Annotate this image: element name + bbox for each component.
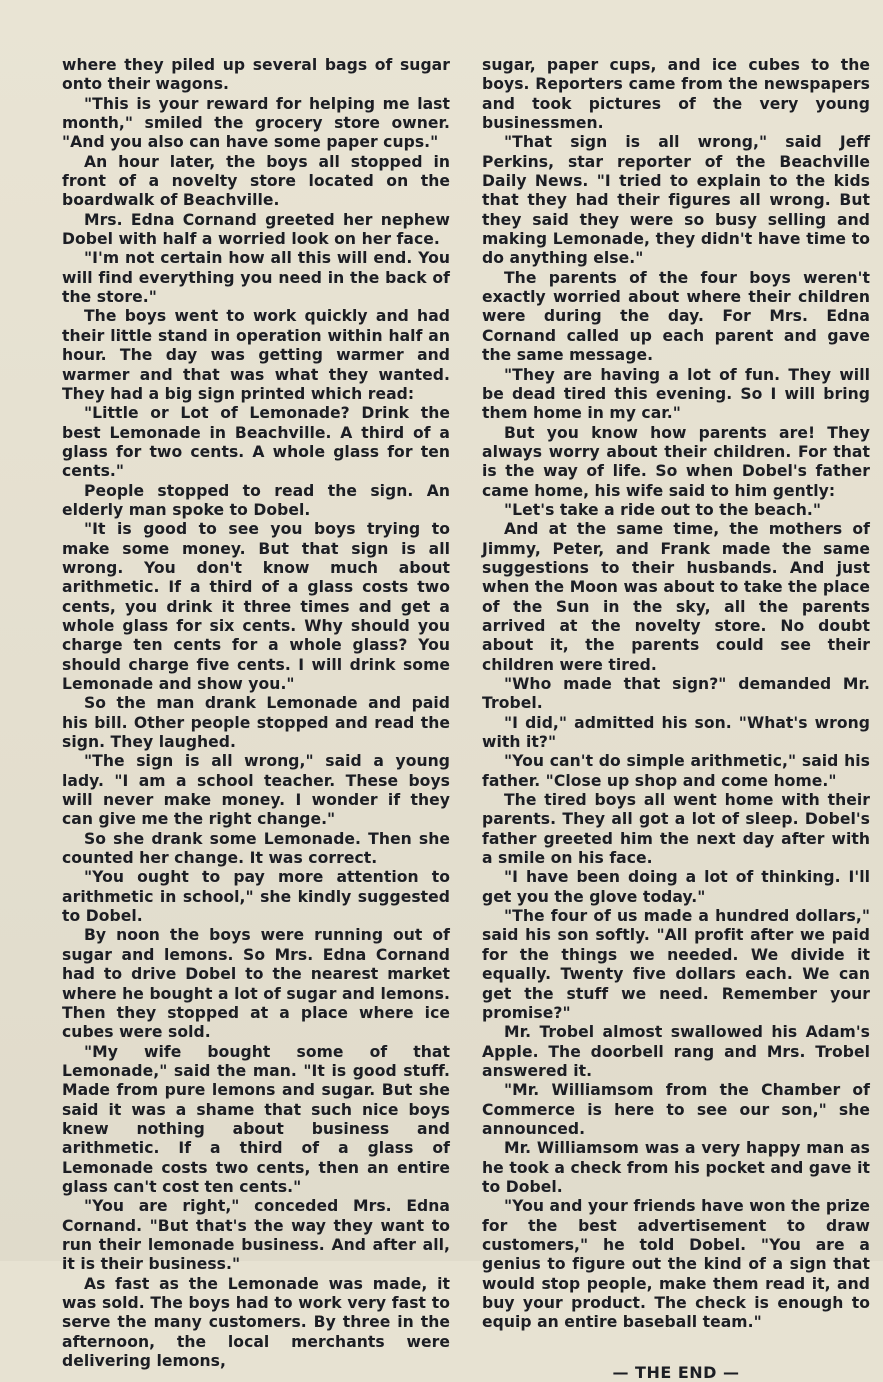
paragraph: "They are having a lot of fun. They will be dead tired this evening. So I will bring them home in my car.": [482, 365, 870, 423]
paragraph: "You and your friends have won the prize for the best advertisement to draw customers," he told Dobel. "You are a genius to figure out the kind of a sign that would stop people, make them read it, and buy your product. The check is enough to equip an entire baseball team.": [482, 1197, 870, 1332]
paragraph: An hour later, the boys all stopped in front of a novelty store located on the boardwalk of Beachville.: [62, 152, 450, 210]
paragraph: The boys went to work quickly and had their little stand in operation within half an hour. The day was getting warmer and warmer and that was what they wanted. They had a big sign printed which read:: [62, 307, 450, 403]
paragraph: And at the same time, the mothers of Jimmy, Peter, and Frank made the same suggestions to their husbands. And just when the Moon was about to take the place of the Sun in the sky, all the parents arrived at the novelty store. No doubt about it, the parents could see their children were tired.: [482, 520, 870, 674]
paragraph: But you know how parents are! They always worry about their children. For that is the way of life. So when Dobel's father came home, his wife said to him gently:: [482, 423, 870, 500]
paragraph: So she drank some Lemonade. Then she counted her change. It was correct.: [62, 829, 450, 868]
the-end-marker: — THE END —: [612, 1362, 740, 1382]
paragraph: Mr. Trobel almost swallowed his Adam's Apple. The doorbell rang and Mrs. Trobel answered it.: [482, 1023, 870, 1080]
paragraph: "Little or Lot of Lemonade? Drink the best Lemonade in Beachville. A third of a glass for two cents. A whole glass for ten cents.": [62, 404, 450, 481]
paragraph: The parents of the four boys weren't exactly worried about where their children were during the day. For Mrs. Edna Cornand called up each parent and gave the same message.: [482, 268, 870, 365]
paragraph: Mrs. Edna Cornand greeted her nephew Dobel with half a worried look on her face.: [62, 210, 450, 249]
paragraph: "Who made that sign?" demanded Mr. Trobel.: [482, 675, 870, 713]
paragraph: "My wife bought some of that Lemonade," said the man. "It is good stuff. Made from pure lemons and sugar. But she said it was a shame that such nice boys knew nothing about business and arithmetic. If a third of a glass of Lemonade costs two cents, then an entire glass can't cost ten cents.": [62, 1042, 450, 1196]
paragraph: People stopped to read the sign. An elderly man spoke to Dobel.: [62, 481, 450, 519]
paragraph: "It is good to see you boys trying to make some money. But that sign is all wrong. You don't know much about arithmetic. If a third of a glass costs two cents, you drink it three times and get a whole glass for six cents. Why should you charge ten cents for a whole glass? You should charge five cents. I will drink some Lemonade and show you.": [62, 520, 450, 693]
paragraph: "You are right," conceded Mrs. Edna Cornand. "But that's the way they want to run their lemonade business. And after all, it is their business.": [62, 1197, 450, 1274]
paragraph: As fast as the Lemonade was made, it was sold. The boys had to work very fast to serve the many customers. By three in the afternoon, the local merchants were delivering lemons,: [62, 1274, 450, 1371]
right-column: [482, 56, 870, 1382]
paragraph: "That sign is all wrong," said Jeff Perkins, star reporter of the Beachville Daily News. "I tried to explain to the kids that they had their figures all wrong. But they said they were so busy selling and making Lemonade, they didn't have time to do anything else.": [482, 133, 870, 268]
paragraph: "I did," admitted his son. "What's wrong with it?": [482, 713, 870, 752]
paragraph: By noon the boys were running out of sugar and lemons. So Mrs. Edna Cornand had to drive Dobel to the nearest market where he bought a lot of sugar and lemons. Then they stopped at a place where ice cubes were sold.: [62, 926, 450, 1042]
paragraph: The tired boys all went home with their parents. They all got a lot of sleep. Dobel's father greeted him the next day after with a smile on his face.: [482, 791, 870, 868]
paragraph: Mr. Williamsom was a very happy man as he took a check from his pocket and gave it to Dobel.: [482, 1139, 870, 1196]
paragraph: "You can't do simple arithmetic," said his father. "Close up shop and come home.": [482, 752, 870, 790]
paragraph: "Mr. Williamsom from the Chamber of Commerce is here to see our son," she announced.: [482, 1081, 870, 1138]
left-column: [62, 56, 450, 1371]
paragraph: "The sign is all wrong," said a young lady. "I am a school teacher. These boys will never make money. I wonder if they can give me the right change.": [62, 752, 450, 829]
paragraph: "Let's take a ride out to the beach.": [504, 500, 822, 519]
paragraph: "The four of us made a hundred dollars," said his son softly. "All profit after we paid for the things we needed. We divide it equally. Twenty five dollars each. We can get the stuff we need. Remember your promise?": [482, 907, 870, 1022]
paragraph: "I have been doing a lot of thinking. I'll get you the glove today.": [482, 868, 870, 906]
paragraph: sugar, paper cups, and ice cubes to the boys. Reporters came from the newspapers and took pictures of the very young businessmen.: [482, 56, 870, 133]
paragraph: "This is your reward for helping me last month," smiled the grocery store owner. "And you also can have some paper cups.": [62, 94, 450, 152]
paragraph: where they piled up several bags of sugar onto their wagons.: [62, 56, 450, 94]
paragraph: "You ought to pay more attention to arithmetic in school," she kindly suggested to Dobel.: [62, 868, 450, 926]
paragraph: "I'm not certain how all this will end. You will find everything you need in the back of the store.": [62, 249, 450, 307]
paragraph: So the man drank Lemonade and paid his bill. Other people stopped and read the sign. They laughed.: [62, 694, 450, 752]
